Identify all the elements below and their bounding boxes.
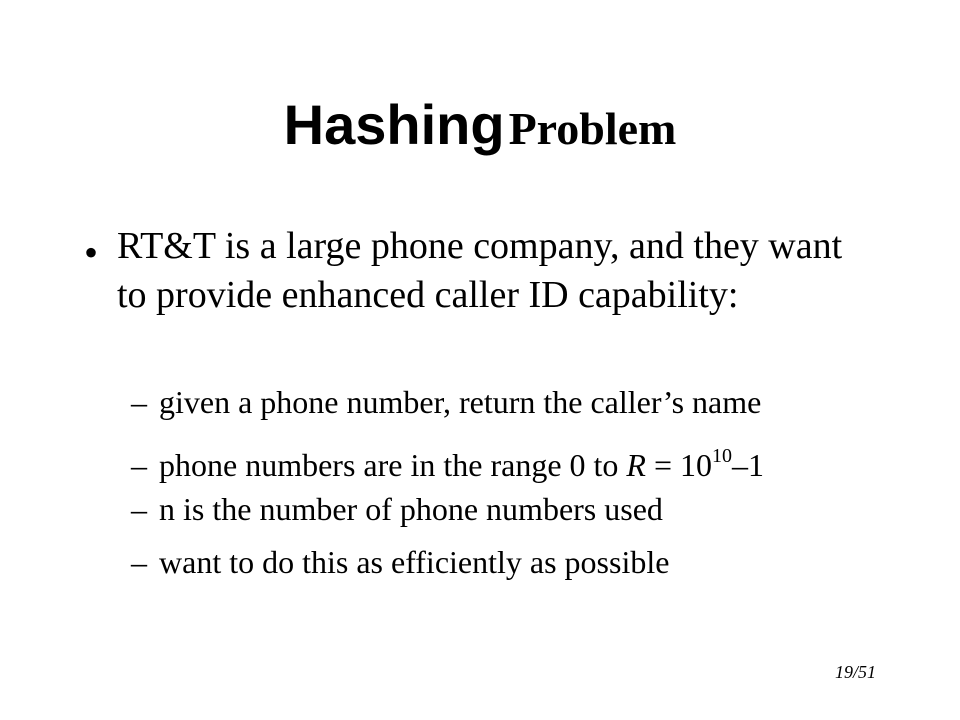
dash-marker: – [131,491,147,527]
slide-title [0,92,960,157]
range-text: phone numbers are in the range 0 to [159,446,627,483]
sub-item [131,487,663,531]
bullet-marker: • [84,230,99,275]
minus-one: –1 [732,446,764,483]
sub-item [131,436,764,483]
variable-r: R [626,446,646,483]
sub-item-text [159,447,764,483]
sub-item-text: n is the number of phone numbers used [159,491,663,527]
sub-item-text: given a phone number, return the caller’s name [159,384,762,420]
title-word-problem: Problem [508,103,677,154]
title-word-hashing: Hashing [283,93,505,156]
bullet-text: RT&T is a large phone company, and they want to provide enhanced caller ID capability: [117,225,843,316]
sub-item [131,380,761,424]
page-number: 19/51 [834,662,876,682]
equals-ten: = 10 [645,446,712,483]
exponent: 10 [712,445,732,467]
dash-marker: – [131,384,147,420]
dash-marker: – [131,544,147,580]
sub-item [131,540,669,584]
sub-item-text: want to do this as efficiently as possible [159,544,670,580]
dash-marker: – [131,446,147,483]
